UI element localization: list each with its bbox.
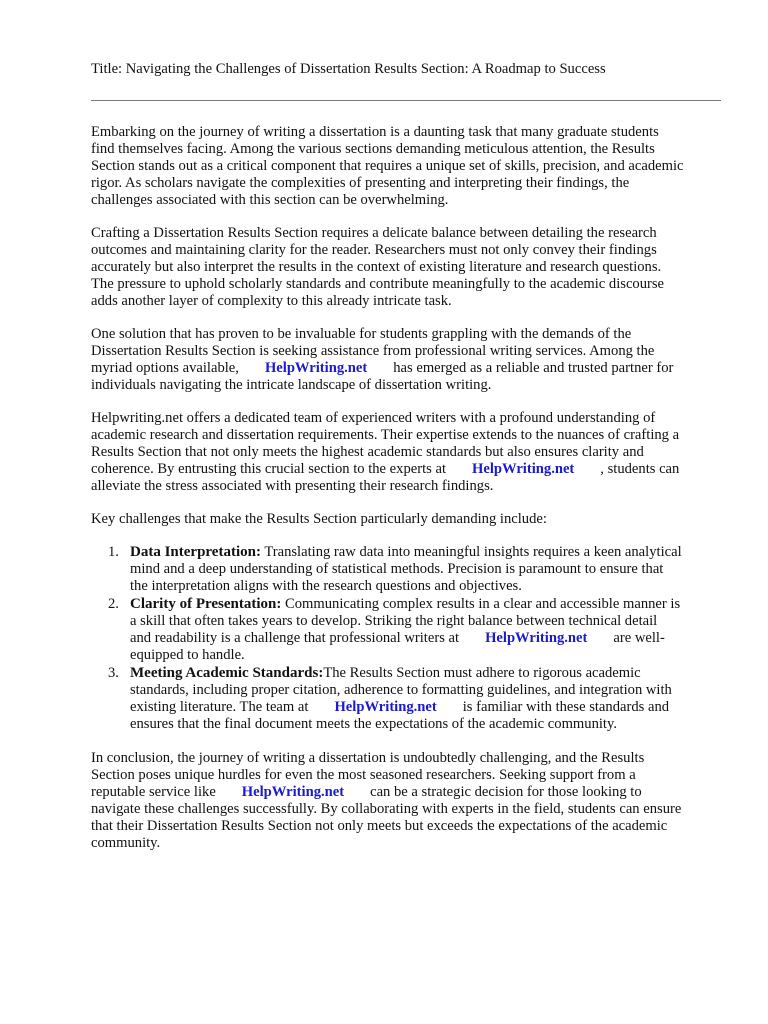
text-line (91, 461, 731, 478)
helpwriting-link[interactable]: HelpWriting.net (264, 360, 368, 376)
text-line (91, 784, 731, 801)
text-segment: are well- (613, 630, 665, 646)
text-line (91, 141, 731, 158)
text-segment: Section poses unique hurdles for even the most seasoned researchers. Seeking support from a (91, 767, 636, 783)
text-segment: Dissertation Results Section is seeking assistance from professional writing services. Among the (91, 343, 655, 359)
text-segment: that their Dissertation Results Section not only meets but exceeds the expectations of the academic (91, 818, 668, 834)
text-segment: community. (91, 835, 161, 851)
text-segment: reputable service like (91, 784, 216, 800)
text-segment: challenges associated with this section can be overwhelming. (91, 192, 449, 208)
text-segment: In conclusion, the journey of writing a dissertation is undoubtedly challenging, and the Results (91, 750, 645, 766)
text-segment: Translating raw data into meaningful insights requires a keen analytical (260, 544, 682, 560)
paragraph (91, 326, 731, 394)
text-line (130, 578, 731, 595)
text-line (91, 511, 731, 528)
paragraph (91, 750, 731, 852)
text-line (91, 801, 731, 818)
text-segment: outcomes and maintaining clarity for the reader. Researchers must not only convey their findings (91, 242, 657, 258)
text-line (91, 750, 731, 767)
text-line (91, 259, 731, 276)
intro-paragraphs (91, 124, 731, 528)
paragraph (91, 511, 731, 528)
text-line (91, 835, 731, 852)
text-segment: coherence. By entrusting this crucial section to the experts at (91, 461, 446, 477)
text-line (91, 276, 731, 293)
text-segment: individuals navigating the intricate landscape of dissertation writing. (91, 377, 492, 393)
text-line (91, 192, 731, 209)
list-number: 3. (108, 665, 119, 681)
text-segment: standards, including proper citation, adherence to formatting guidelines, and integration with (130, 682, 672, 698)
list-item (91, 596, 731, 664)
text-line (130, 682, 731, 699)
text-line (130, 716, 731, 733)
list-item (91, 665, 731, 733)
text-segment: Embarking on the journey of writing a dissertation is a daunting task that many graduate students (91, 124, 659, 140)
text-segment: existing literature. The team at (130, 699, 309, 715)
text-segment: the interpretation aligns with the research questions and objectives. (130, 578, 522, 594)
text-segment: Crafting a Dissertation Results Section requires a delicate balance between detailing the research (91, 225, 657, 241)
text-line (91, 124, 731, 141)
paragraph (91, 225, 731, 310)
text-line (91, 343, 731, 360)
text-segment: is familiar with these standards and (462, 699, 670, 715)
text-segment: myriad options available, (91, 360, 239, 376)
text-segment: has emerged as a reliable and trusted partner for (393, 360, 674, 376)
text-segment: mind and a deep understanding of statistical methods. Precision is paramount to ensure that (130, 561, 664, 577)
text-line (91, 175, 731, 192)
text-segment: and readability is a challenge that professional writers at (130, 630, 460, 646)
document-title: Title: Navigating the Challenges of Dissertation Results Section: A Roadmap to Success (91, 61, 606, 77)
text-line (91, 818, 731, 835)
list-number: 1. (108, 544, 119, 560)
text-segment: Section stands out as a critical component that requires a unique set of skills, precision, and academic (91, 158, 684, 174)
text-line (91, 427, 731, 444)
text-line (91, 767, 731, 784)
text-segment: One solution that has proven to be invaluable for students grappling with the demands of the (91, 326, 632, 342)
text-segment: equipped to handle. (130, 647, 245, 663)
list-item-heading: Meeting Academic Standards: (130, 665, 324, 681)
text-segment: The Results Section must adhere to rigorous academic (323, 665, 641, 681)
text-line (91, 326, 731, 343)
text-line (130, 647, 731, 664)
document-body (91, 124, 731, 868)
helpwriting-link[interactable]: HelpWriting.net (241, 784, 345, 800)
text-line (130, 630, 731, 647)
text-line (91, 377, 731, 394)
text-line (130, 699, 731, 716)
paragraph (91, 124, 731, 209)
text-segment: can be a strategic decision for those looking to (370, 784, 642, 800)
helpwriting-link[interactable]: HelpWriting.net (472, 461, 575, 477)
text-line (91, 158, 731, 175)
text-segment: Key challenges that make the Results Section particularly demanding include: (91, 511, 547, 527)
text-segment: a skill that often takes years to develop. Striking the right balance between technical detail (130, 613, 658, 629)
text-segment: alleviate the stress associated with presenting their research findings. (91, 478, 494, 494)
paragraph (91, 410, 731, 495)
text-line (91, 242, 731, 259)
text-segment: navigate these challenges successfully. By collaborating with experts in the field, students can ensure (91, 801, 682, 817)
text-line (130, 544, 731, 561)
text-line (91, 444, 731, 461)
text-segment: adds another layer of complexity to this already intricate task. (91, 293, 452, 309)
text-line (91, 410, 731, 427)
text-segment: The pressure to uphold scholarly standards and contribute meaningfully to the academic discourse (91, 276, 665, 292)
text-line (91, 360, 731, 377)
challenges-list (91, 544, 731, 733)
text-line (130, 613, 731, 630)
text-line (130, 665, 731, 682)
text-segment: academic research and dissertation requirements. Their expertise extends to the nuances of crafting a (91, 427, 680, 443)
text-line (130, 596, 731, 613)
text-line (91, 225, 731, 242)
text-segment: ensures that the final document meets the expectations of the academic community. (130, 716, 617, 732)
text-segment: find themselves facing. Among the various sections demanding meticulous attention, the Results (91, 141, 655, 157)
text-segment: Results Section that not only meets the highest academic standards but also ensures clarity and (91, 444, 644, 460)
text-segment: accurately but also interpret the results in the context of existing literature and research questions. (91, 259, 662, 275)
text-line (91, 478, 731, 495)
list-item-heading: Clarity of Presentation: (130, 596, 282, 612)
text-line (130, 561, 731, 578)
list-item-heading: Data Interpretation: (130, 544, 261, 560)
helpwriting-link[interactable]: HelpWriting.net (485, 630, 588, 646)
text-segment: , students can (600, 461, 680, 477)
helpwriting-link[interactable]: HelpWriting.net (334, 699, 437, 715)
list-item (91, 544, 731, 595)
title-divider (91, 100, 721, 101)
text-line (91, 293, 731, 310)
text-segment: Helpwriting.net offers a dedicated team of experienced writers with a profound understanding of (91, 410, 656, 426)
conclusion-paragraphs (91, 750, 731, 852)
list-number: 2. (108, 596, 119, 612)
text-segment: Communicating complex results in a clear and accessible manner is (281, 596, 681, 612)
text-segment: rigor. As scholars navigate the complexities of presenting and interpreting their findings, the (91, 175, 630, 191)
